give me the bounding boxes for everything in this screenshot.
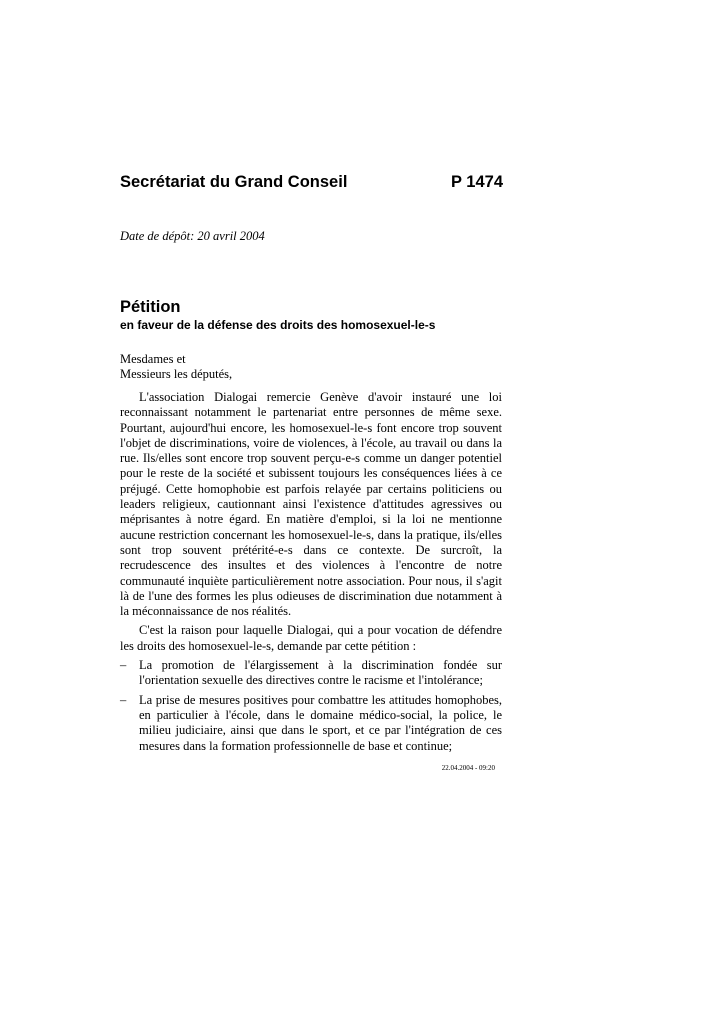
- institution-name: Secrétariat du Grand Conseil: [120, 173, 348, 191]
- document-title: Pétition: [120, 298, 181, 316]
- list-dash-marker: –: [120, 692, 127, 707]
- body-paragraph: L'association Dialogai remercie Genève d'avoir instauré une loi reconnaissant notamment le partenariat entre personnes de même sexe. Pourtant, aujourd'hui encore, les homosexuel-le-s font encore trop souvent l'objet de discriminations, voire de violences, à l'école, au travail ou dans la rue. Ils/elles sont encore trop souvent perçu-e-s comme un danger potentiel pour le reste de la société et subissent toujours les conséquences liées à ce préjugé. Cette homophobie est parfois relayée par certains politiciens ou leaders religieux, cautionnant ainsi l'existence d'attitudes agressives ou méprisantes à notre égard. En matière d'emploi, si la loi ne mentionne aucune restriction concernant les homosexuel-le-s, dans la pratique, ils/elles sont trop souvent prétérité-e-s dans ce contexte. De surcroît, la recrudescence des insultes et des violences à l'encontre de notre communauté inquiète particulièrement notre association. Pour nous, il s'agit là de l'une des formes les plus odieuses de discrimination due notamment à la méconnaissance de nos réalités.: [120, 390, 502, 619]
- demands-list: [120, 658, 502, 754]
- deposit-date: Date de dépôt: 20 avril 2004: [120, 229, 265, 243]
- list-dash-marker: –: [120, 658, 127, 673]
- document-subtitle: en faveur de la défense des droits des homosexuel-le-s: [120, 318, 436, 332]
- body-paragraph: C'est la raison pour laquelle Dialogai, qui a pour vocation de défendre les droits des homosexuel-le-s, demande par cette pétition :: [120, 623, 502, 653]
- list-item: [120, 693, 502, 754]
- list-item-text: La promotion de l'élargissement à la discrimination fondée sur l'orientation sexuelle des directives contre le racisme et l'intolérance;: [139, 658, 502, 688]
- salutation: [120, 352, 232, 383]
- petition-number: P 1474: [451, 173, 503, 191]
- list-item-text: La prise de mesures positives pour combattre les attitudes homophobes, en particulier à l'école, dans le domaine médico-social, la police, le milieu judiciaire, ainsi que dans le sport, et ce par l'intégration de ces mesures dans la formation professionnelle de base et continue;: [139, 692, 502, 753]
- salutation-line: Messieurs les députés,: [120, 367, 233, 382]
- document-body: [120, 390, 502, 758]
- list-item: [120, 658, 502, 689]
- print-timestamp: 22.04.2004 - 09:20: [441, 764, 495, 772]
- salutation-line: Mesdames et: [120, 352, 186, 366]
